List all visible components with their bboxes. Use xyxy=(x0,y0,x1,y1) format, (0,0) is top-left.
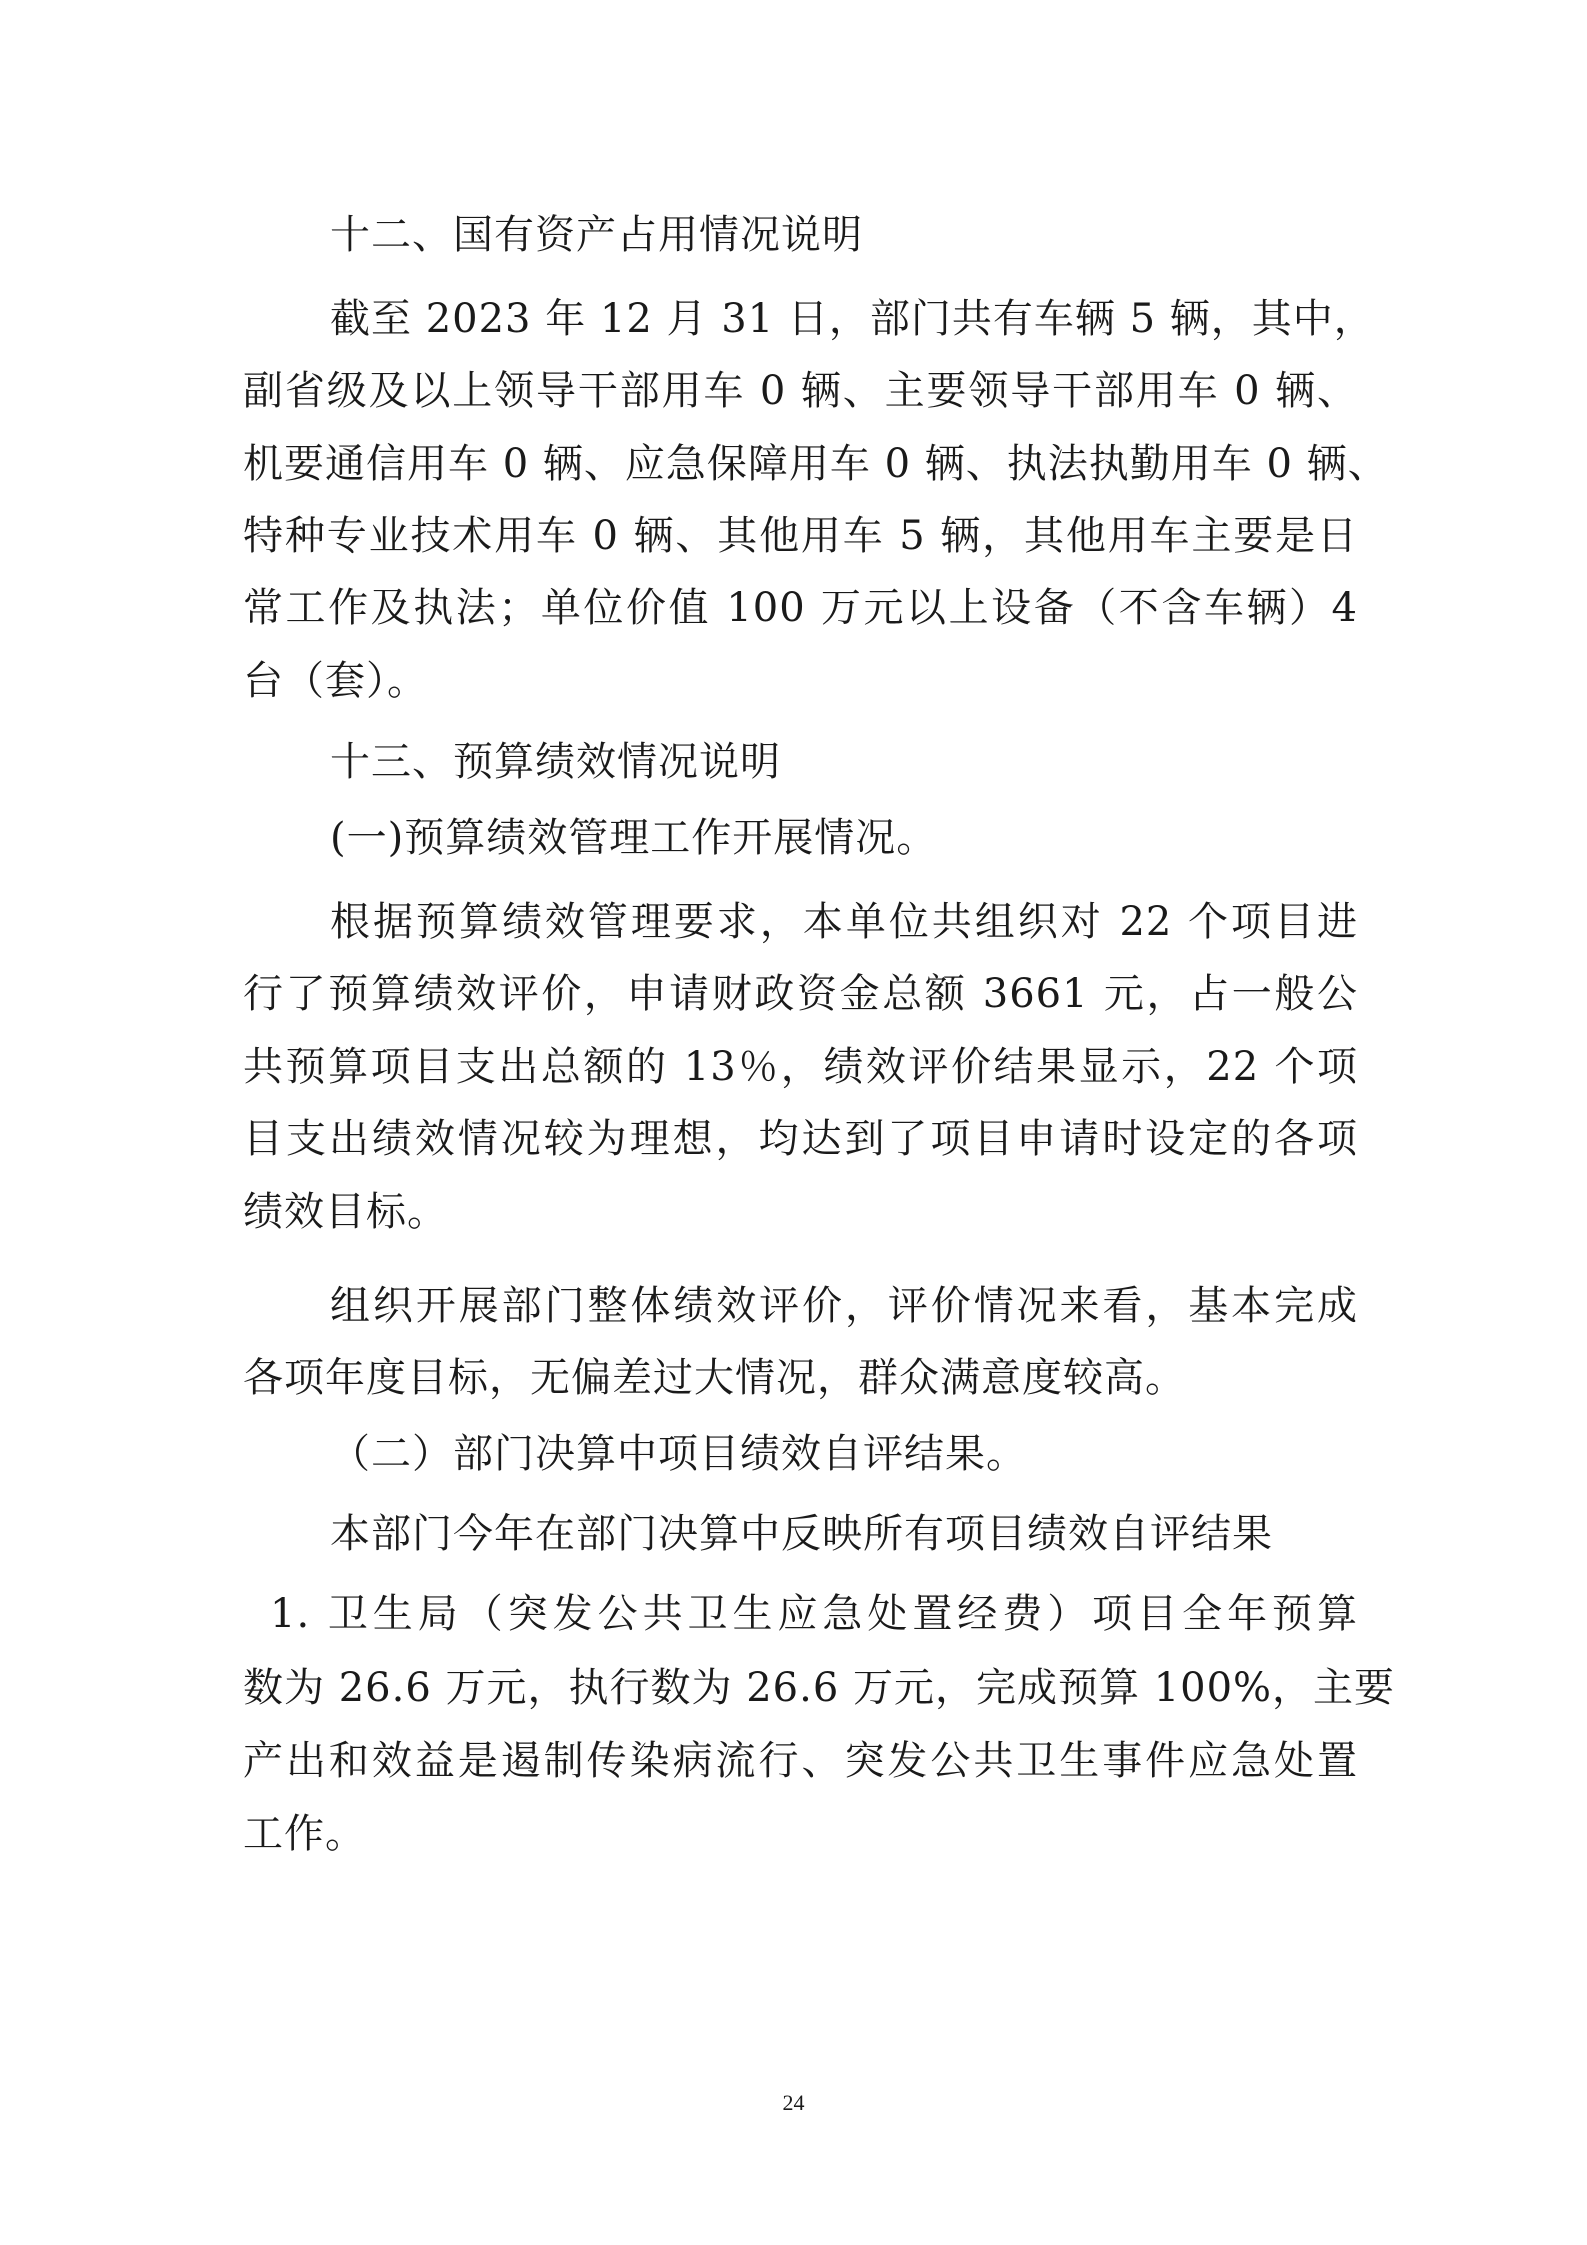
section-12-line: 常工作及执法；单位价值 100 万元以上设备（不含车辆）4 xyxy=(243,585,1358,631)
item-1-line: 数为 26.6 万元，执行数为 26.6 万元，完成预算 100%，主要 xyxy=(243,1665,1396,1711)
section-12-line: 特种专业技术用车 0 辆、其他用车 5 辆，其他用车主要是日 xyxy=(243,513,1358,559)
paragraph-1-line: 绩效目标。 xyxy=(243,1189,448,1235)
paragraph-1-line: 根据预算绩效管理要求，本单位共组织对 22 个项目进 xyxy=(330,899,1358,945)
paragraph-2-line: 组织开展部门整体绩效评价，评价情况来看，基本完成 xyxy=(330,1283,1358,1329)
section-12-heading: 十二、国有资产占用情况说明 xyxy=(330,212,863,258)
paragraph-1-line: 行了预算绩效评价，申请财政资金总额 3661 元，占一般公 xyxy=(243,971,1358,1017)
item-1-line: 1. 卫生局（突发公共卫生应急处置经费）项目全年预算 xyxy=(270,1591,1358,1637)
section-12-line: 截至 2023 年 12 月 31 日，部门共有车辆 5 辆，其中， xyxy=(330,296,1375,342)
section-12-line: 台（套）。 xyxy=(243,658,428,704)
item-1-line: 工作。 xyxy=(243,1811,366,1857)
item-1-line: 产出和效益是遏制传染病流行、突发公共卫生事件应急处置 xyxy=(243,1738,1358,1784)
subsection-2-heading: （二）部门决算中项目绩效自评结果。 xyxy=(330,1431,1027,1477)
page-number: 24 xyxy=(782,2090,805,2115)
paragraph-2-line: 各项年度目标，无偏差过大情况，群众满意度较高。 xyxy=(243,1355,1186,1401)
paragraph-1-line: 目支出绩效情况较为理想，均达到了项目申请时设定的各项 xyxy=(243,1116,1358,1162)
section-12-line: 机要通信用车 0 辆、应急保障用车 0 辆、执法执勤用车 0 辆、 xyxy=(243,441,1389,487)
section-12-line: 副省级及以上领导干部用车 0 辆、主要领导干部用车 0 辆、 xyxy=(243,368,1358,414)
subsection-1-heading: (一)预算绩效管理工作开展情况。 xyxy=(330,815,938,861)
paragraph-3-line: 本部门今年在部门决算中反映所有项目绩效自评结果 xyxy=(330,1511,1273,1557)
section-13-heading: 十三、预算绩效情况说明 xyxy=(330,739,781,785)
paragraph-1-line: 共预算项目支出总额的 13％，绩效评价结果显示，22 个项 xyxy=(243,1044,1358,1090)
